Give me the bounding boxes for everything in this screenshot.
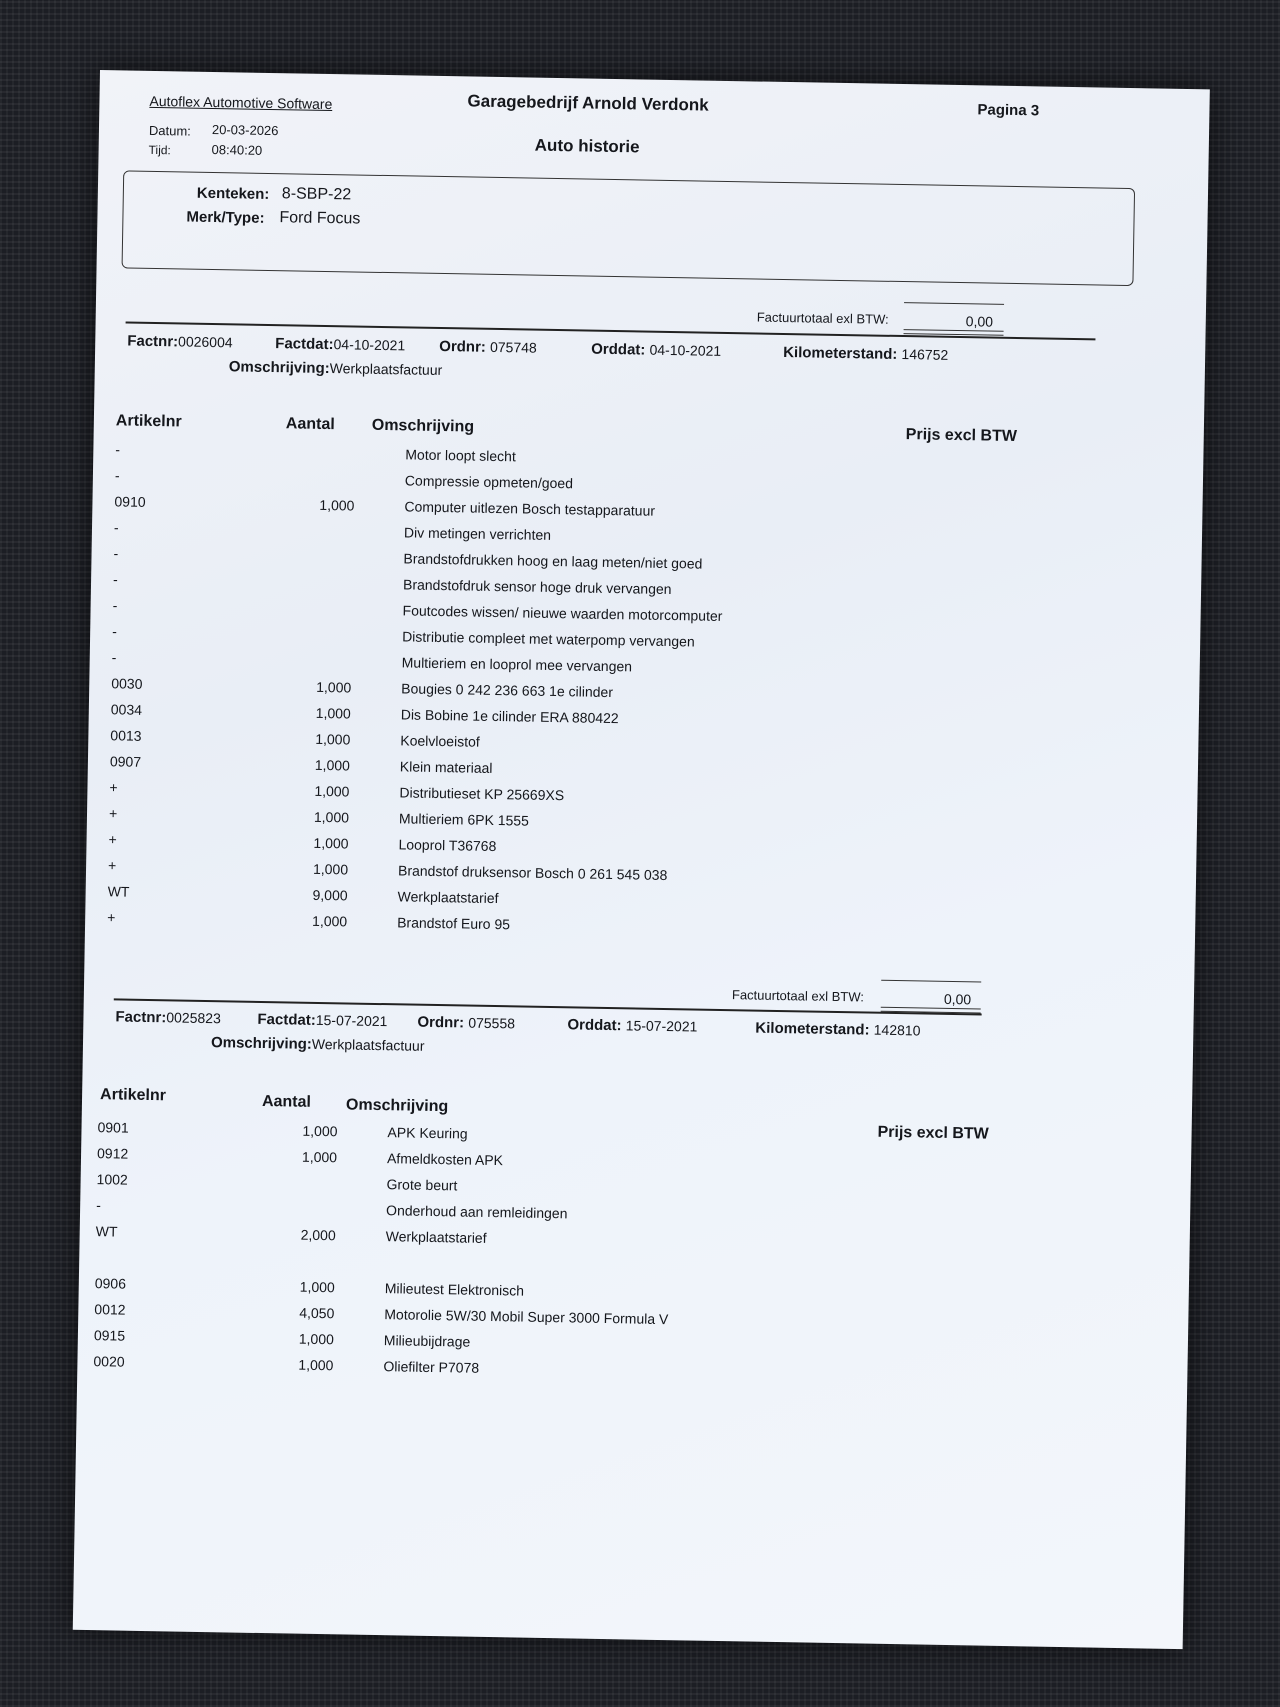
km-value: 146752 xyxy=(901,346,949,363)
orddat-value: 15-07-2021 xyxy=(625,1017,698,1035)
col-aantal: Aantal xyxy=(261,1092,312,1111)
line-artikelnr: + xyxy=(108,831,117,848)
orddat-label: Orddat: xyxy=(567,1016,622,1035)
vehicle-box xyxy=(122,170,1136,286)
line-omschrijving: Bougies 0 242 236 663 1e cilinder xyxy=(401,680,614,701)
omschrijving-value: Werkplaatsfactuur xyxy=(329,360,443,379)
orddat xyxy=(591,341,721,360)
omschrijving xyxy=(211,1034,425,1055)
line-aantal xyxy=(265,1247,335,1274)
datum-label: Datum: xyxy=(148,122,191,139)
line-artikelnr: + xyxy=(107,909,116,926)
col-artikelnr: Artikelnr xyxy=(115,412,182,431)
factdat-value: 15-07-2021 xyxy=(315,1011,388,1030)
line-aantal: 1,000 xyxy=(312,860,349,878)
orddat-label: Orddat: xyxy=(591,340,646,359)
invoice-total-value: 0,00 xyxy=(965,313,994,330)
invoice-lines-table xyxy=(103,436,725,941)
line-omschrijving: Brandstof druksensor Bosch 0 261 545 038 xyxy=(397,862,668,884)
factnr-value: 0025823 xyxy=(166,1009,221,1027)
line-omschrijving: Klein materiaal xyxy=(399,758,493,776)
ordnr-value: 075558 xyxy=(468,1014,516,1032)
spacer-cell xyxy=(354,519,404,546)
spacer-cell xyxy=(351,648,401,675)
factdat xyxy=(275,335,405,354)
line-omschrijving: Brandstof Euro 95 xyxy=(397,914,511,933)
factnr-label: Factnr: xyxy=(127,332,179,351)
kilometerstand xyxy=(755,1020,920,1040)
spacer-cell xyxy=(355,467,405,494)
line-aantal xyxy=(282,595,352,622)
spacer-cell xyxy=(350,752,400,779)
line-aantal: 1,000 xyxy=(298,1330,335,1348)
line-omschrijving: Motor loopt slecht xyxy=(405,446,516,465)
col-omschrijving: Omschrijving xyxy=(371,416,475,436)
spacer-cell xyxy=(355,441,405,468)
page-title: Auto historie xyxy=(534,135,640,157)
omschrijving-value: Werkplaatsfactuur xyxy=(311,1035,425,1054)
line-aantal xyxy=(266,1195,336,1222)
spacer-cell xyxy=(349,778,399,805)
line-aantal xyxy=(266,1169,336,1196)
factnr xyxy=(115,1008,221,1027)
line-aantal: 1,000 xyxy=(302,1122,338,1140)
line-artikelnr: - xyxy=(113,545,119,562)
line-artikelnr: - xyxy=(112,597,118,614)
line-artikelnr: - xyxy=(114,467,120,484)
line-aantal: 1,000 xyxy=(315,704,351,722)
line-artikelnr: 0912 xyxy=(96,1145,129,1162)
spacer-cell xyxy=(347,908,397,935)
kilometerstand xyxy=(783,344,948,364)
line-artikelnr: 1002 xyxy=(96,1171,128,1188)
omschrijving-label: Omschrijving: xyxy=(210,1034,313,1053)
km-label: Kilometerstand: xyxy=(755,1019,870,1039)
line-aantal: 1,000 xyxy=(299,1278,335,1296)
line-artikelnr: 0906 xyxy=(94,1275,127,1292)
line-omschrijving: Afmeldkosten APK xyxy=(386,1150,504,1169)
spacer-cell xyxy=(336,1170,386,1197)
spacer-cell xyxy=(333,1352,383,1379)
line-aantal xyxy=(284,517,354,544)
ordnr-label: Ordnr: xyxy=(439,337,487,356)
line-aantal xyxy=(283,569,353,596)
line-aantal: 1,000 xyxy=(298,1356,334,1374)
line-aantal: 1,000 xyxy=(311,912,348,930)
line-artikelnr: 0907 xyxy=(109,753,142,770)
line-omschrijving: Milieutest Elektronisch xyxy=(384,1280,525,1299)
line-artikelnr xyxy=(91,1244,265,1273)
line-artikelnr: + xyxy=(107,857,117,874)
factnr-label: Factnr: xyxy=(115,1008,167,1027)
line-aantal: 9,000 xyxy=(312,886,348,904)
line-artikelnr: 0915 xyxy=(93,1327,126,1344)
line-artikelnr: - xyxy=(113,519,119,536)
line-omschrijving: Onderhoud aan remleidingen xyxy=(386,1202,568,1222)
line-omschrijving: APK Keuring xyxy=(387,1124,468,1142)
ordnr-value: 075748 xyxy=(489,338,537,356)
line-aantal xyxy=(283,543,353,570)
tijd-label: Tijd: xyxy=(148,142,171,158)
omschrijving-label: Omschrijving: xyxy=(228,358,330,378)
datum-value: 20-03-2026 xyxy=(211,121,279,139)
line-aantal: 1,000 xyxy=(319,496,355,514)
spacer-cell xyxy=(353,545,403,572)
line-omschrijving: Div metingen verrichten xyxy=(403,524,552,543)
line-aantal: 1,000 xyxy=(314,782,350,800)
spacer-cell xyxy=(351,700,401,727)
km-label: Kilometerstand: xyxy=(783,343,898,363)
line-artikelnr: 0901 xyxy=(97,1119,129,1136)
total-line xyxy=(904,302,1004,305)
line-omschrijving: Brandstofdrukken hoog en laag meten/niet goed xyxy=(403,550,703,572)
line-aantal: 1,000 xyxy=(315,730,351,748)
tijd-value: 08:40:20 xyxy=(211,141,263,158)
spacer-cell xyxy=(348,856,398,883)
line-aantal xyxy=(285,439,355,466)
line-artikelnr: 0012 xyxy=(94,1301,126,1318)
ordnr-label: Ordnr: xyxy=(417,1013,465,1032)
line-artikelnr: - xyxy=(96,1197,101,1214)
line-omschrijving: Distributie compleet met waterpomp vervangen xyxy=(402,628,695,650)
orddat-value: 04-10-2021 xyxy=(649,341,722,359)
line-artikelnr: 0020 xyxy=(93,1353,125,1370)
spacer-cell xyxy=(337,1144,387,1171)
line-aantal: 1,000 xyxy=(313,808,350,826)
spacer-cell xyxy=(350,726,400,753)
spacer-cell xyxy=(349,804,399,831)
col-omschrijving: Omschrijving xyxy=(345,1096,449,1116)
invoice-lines-table xyxy=(89,1114,671,1384)
orddat xyxy=(567,1016,697,1035)
line-omschrijving: Multieriem 6PK 1555 xyxy=(398,810,530,829)
line-omschrijving: Foutcodes wissen/ nieuwe waarden motorcomputer xyxy=(402,602,723,624)
spacer-cell xyxy=(354,493,404,520)
line-artikelnr: 0910 xyxy=(114,493,146,510)
spacer-cell xyxy=(334,1326,384,1353)
spacer-cell xyxy=(334,1300,384,1327)
line-aantal: 1,000 xyxy=(313,834,349,852)
line-omschrijving: Grote beurt xyxy=(386,1176,458,1194)
line-aantal: 1,000 xyxy=(314,756,351,774)
merk-label: Merk/Type: xyxy=(186,208,265,227)
factdat-value: 04-10-2021 xyxy=(333,336,406,354)
line-aantal: 4,050 xyxy=(299,1304,335,1322)
line-artikelnr: - xyxy=(111,649,117,666)
line-artikelnr: WT xyxy=(107,883,130,900)
factdat-label: Factdat: xyxy=(275,335,334,354)
spacer-cell xyxy=(352,622,402,649)
line-aantal: 1,000 xyxy=(316,678,352,696)
col-prijs: Prijs excl BTW xyxy=(877,1123,989,1143)
spacer-cell xyxy=(335,1222,385,1249)
line-artikelnr: 0030 xyxy=(111,675,143,692)
spacer-cell xyxy=(335,1274,385,1301)
spacer-cell xyxy=(351,674,401,701)
spacer-cell xyxy=(348,830,398,857)
line-omschrijving: Distributieset KP 25669XS xyxy=(399,784,565,804)
line-omschrijving: Brandstofdruk sensor hoge druk vervangen xyxy=(402,576,672,598)
line-artikelnr: + xyxy=(108,805,118,822)
spacer-cell xyxy=(347,882,397,909)
line-aantal: 1,000 xyxy=(301,1148,338,1166)
spacer-cell xyxy=(335,1248,385,1275)
factnr xyxy=(127,333,233,352)
paper-document xyxy=(73,70,1210,1649)
line-omschrijving: Looprol T36768 xyxy=(398,836,497,855)
line-artikelnr: - xyxy=(112,623,118,640)
line-artikelnr: 0013 xyxy=(110,727,142,744)
line-omschrijving: Multieriem en looprol mee vervangen xyxy=(401,654,633,675)
line-aantal xyxy=(285,465,355,492)
line-artikelnr: 0034 xyxy=(110,701,143,718)
line-omschrijving: Dis Bobine 1e cilinder ERA 880422 xyxy=(400,706,619,727)
line-omschrijving: Koelvloeistof xyxy=(400,732,480,750)
invoice-total-label: Factuurtotaal exl BTW: xyxy=(731,987,865,1005)
col-prijs: Prijs excl BTW xyxy=(905,426,1018,446)
page-number: Pagina 3 xyxy=(977,101,1040,120)
kenteken-label: Kenteken: xyxy=(196,184,270,203)
invoice-total-value: 0,00 xyxy=(943,990,972,1008)
km-value: 142810 xyxy=(873,1021,921,1039)
total-line xyxy=(881,980,981,983)
col-aantal: Aantal xyxy=(285,415,335,434)
factnr-value: 0026004 xyxy=(177,333,233,351)
omschrijving xyxy=(229,358,443,379)
spacer-cell xyxy=(337,1118,387,1145)
spacer-cell xyxy=(352,596,402,623)
ordnr xyxy=(439,338,537,357)
company-name: Garagebedrijf Arnold Verdonk xyxy=(467,91,709,115)
line-omschrijving: Motorolie 5W/30 Mobil Super 3000 Formula V xyxy=(384,1306,669,1328)
merk-value: Ford Focus xyxy=(279,209,361,228)
software-name: Autoflex Automotive Software xyxy=(149,92,333,113)
line-omschrijving: Werkplaatstarief xyxy=(397,888,499,907)
col-artikelnr: Artikelnr xyxy=(99,1086,167,1105)
line-artikelnr: + xyxy=(109,779,118,796)
line-omschrijving: Computer uitlezen Bosch testapparatuur xyxy=(404,498,656,519)
spacer-cell xyxy=(336,1196,386,1223)
ordnr xyxy=(417,1014,515,1033)
line-artikelnr: - xyxy=(112,571,118,588)
kenteken-value: 8-SBP-22 xyxy=(281,185,352,204)
line-omschrijving: Oliefilter P7078 xyxy=(383,1358,480,1376)
line-aantal xyxy=(282,621,352,648)
line-omschrijving: Werkplaatstarief xyxy=(385,1228,487,1246)
line-omschrijving: Milieubijdrage xyxy=(383,1332,471,1350)
line-omschrijving: Compressie opmeten/goed xyxy=(404,472,574,492)
factdat-label: Factdat: xyxy=(257,1010,316,1029)
spacer-cell xyxy=(353,570,403,597)
factdat xyxy=(257,1011,387,1030)
line-artikelnr: - xyxy=(115,441,121,458)
line-artikelnr: WT xyxy=(95,1223,118,1240)
invoice-total-label: Factuurtotaal exl BTW: xyxy=(756,309,889,327)
line-aantal: 2,000 xyxy=(300,1226,336,1244)
line-aantal xyxy=(281,647,351,674)
